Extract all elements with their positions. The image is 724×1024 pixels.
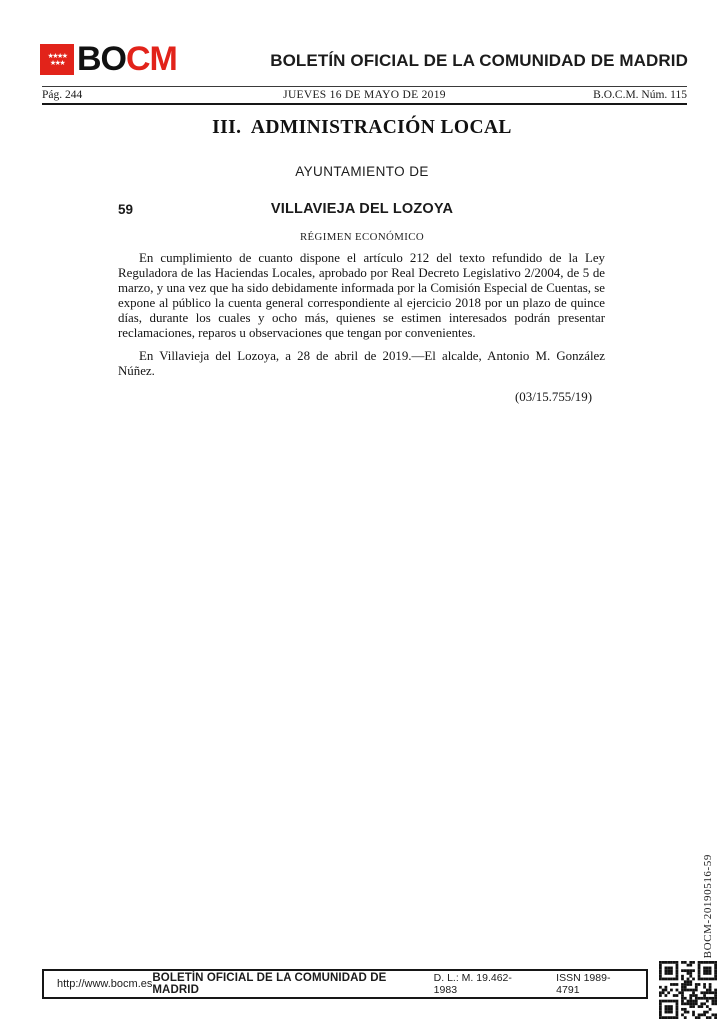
issue-date: JUEVES 16 DE MAYO DE 2019 [283, 89, 446, 101]
flag-stars-bottom: ★★★ [49, 58, 65, 67]
announcement-number: 59 [118, 202, 134, 217]
madrid-flag-icon [40, 44, 74, 75]
issue-number: B.O.C.M. Núm. 115 [593, 89, 687, 101]
legal-deposit: D. L.: M. 19.462-1983 [433, 972, 512, 996]
body-paragraph-2: En Villavieja del Lozoya, a 28 de abril de 2019.—El alcalde, Antonio M. González Núñez. [118, 349, 605, 378]
announcement-body [118, 251, 605, 405]
bocm-logo [40, 40, 177, 78]
issn-number: ISSN 1989-4791 [556, 972, 611, 996]
qr-code-icon [659, 961, 717, 1019]
logo-cm: CM [126, 40, 177, 78]
bocm-logo-text [77, 40, 177, 78]
footer-legal-info [434, 972, 633, 996]
subject-heading: RÉGIMEN ECONÓMICO [299, 231, 425, 243]
gazette-title: BOLETÍN OFICIAL DE LA COMUNIDAD DE MADRID [270, 51, 688, 70]
body-paragraph-1: En cumplimiento de cuanto dispone el artículo 212 del texto refundido de la Ley Reguladora de las Haciendas Locales, aprobado por Real Decreto Legislativo 2/2004, de 5 de marzo, y una vez que ha sido debidamente informada por la Comisión Especial de Cuentas, se expone al público la cuenta general correspondiente al ejercicio 2018 por un plazo de quince días, durante los cuales y ocho más, quienes se estimen interesados podrán presentar reclamaciones, reparos u observaciones que tengan por convenientes. [118, 251, 605, 340]
section-title: III. ADMINISTRACIÓN LOCAL [212, 117, 512, 138]
header-rule-bottom [42, 103, 687, 105]
header-meta-row [42, 88, 687, 102]
header-rule-top [42, 86, 687, 87]
organization-label: AYUNTAMIENTO DE [295, 164, 429, 179]
vertical-document-code: BOCM-20190516-59 [702, 853, 714, 958]
logo-bo: BO [77, 40, 126, 78]
bocm-url-link[interactable]: http://www.bocm.es [57, 978, 153, 990]
footer-gazette-title: BOLETÍN OFICIAL DE LA COMUNIDAD DE MADRID [152, 972, 387, 996]
flag-stars-top: ★★★★ [47, 51, 67, 60]
footer-bar [42, 969, 648, 999]
page-number-label: Pág. 244 [42, 89, 83, 101]
municipality-title: VILLAVIEJA DEL LOZOYA [270, 201, 454, 217]
official-reference-code: (03/15.755/19) [515, 390, 592, 404]
